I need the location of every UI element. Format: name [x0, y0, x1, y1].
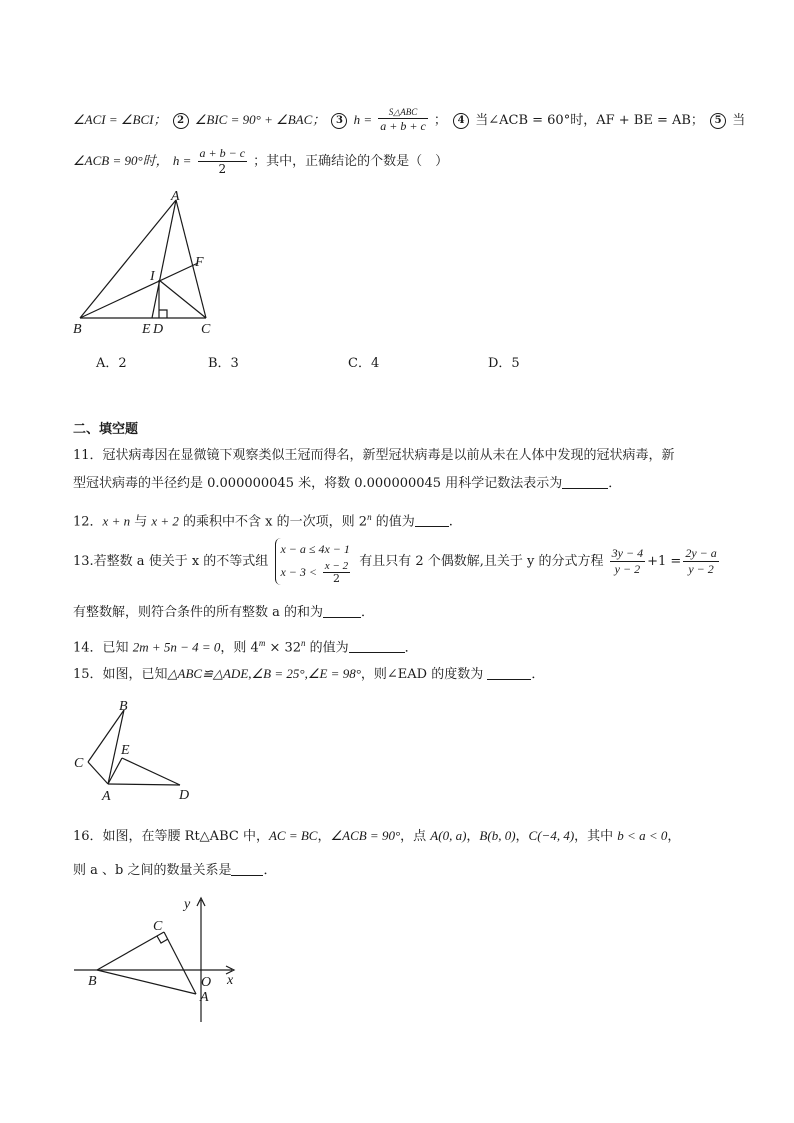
q10-h-fraction: $\frac{\text{S△ABC}}{a + b + c}$: [380, 107, 426, 133]
label-c: C: [153, 919, 163, 934]
q16-answer-blank[interactable]: [231, 861, 263, 876]
label-d: D: [179, 788, 190, 803]
circled-3: 3: [331, 113, 347, 129]
segment-ae: [152, 200, 176, 318]
circled-5: 5: [710, 113, 726, 129]
q10-conclusion-2: ∠BIC = 90° + ∠BAC；: [194, 112, 326, 127]
q10-conclusion-4: 当∠ACB = 60°时，AF + BE = AB；: [475, 113, 704, 128]
segment-bf: [80, 263, 198, 318]
side-ed: [122, 758, 180, 785]
q10-h-eq: h =: [353, 112, 373, 127]
label-y: y: [184, 897, 191, 912]
label-e: E: [121, 743, 130, 758]
q11-line1: 11．冠状病毒因在显微镜下观察类似王冠而得名，新型冠状病毒是以前从未在人体中发现的冠状病毒，新: [73, 448, 675, 463]
q10-line1: ∠ACI = ∠BCI； 2 ∠BIC = 90° + ∠BAC； 3 h = $\frac{\text{S△ABC}}{a + b + c}$ ； 4 当∠ACB = 60°时，AF + BE = AB； 5 当: [73, 107, 746, 133]
q16-line1: 16．如图，在等腰 Rt△ABC 中，AC = BC，∠ACB = 90°，点 A(0, a)，B(b, 0)，C(−4, 4)，其中 b < a < 0，: [73, 828, 681, 844]
q11-line2: 型冠状病毒的半径约是 0.000000045 米，将数 0.000000045 用科学记数法表示为 ．: [73, 476, 622, 491]
section-title-fill-in: 二、填空题: [73, 422, 139, 437]
label-f: F: [195, 255, 204, 270]
label-b: B: [88, 974, 97, 989]
label-a: A: [171, 189, 180, 204]
q12-answer-blank[interactable]: [415, 512, 449, 527]
right-angle-mark: [159, 310, 167, 318]
side-ca: [88, 762, 108, 784]
label-d: D: [153, 322, 164, 337]
label-o: O: [201, 975, 212, 990]
label-i: I: [150, 269, 155, 284]
q13-answer-blank[interactable]: [323, 603, 361, 618]
q15-line: 15．如图，已知△ABC≌△ADE,∠B = 25°,∠E = 98°，则∠EAD 的度数为 ．: [73, 666, 545, 682]
side-ca: [164, 932, 196, 994]
side-ab: [80, 200, 176, 318]
q13-line1: 13.若整数 a 使关于 x 的不等式组 x − a ≤ 4x − 1 x − 3 < $\frac{x - 2}{2}$ 有且只有 2 个偶数解,且关于 y 的分式方程 $\frac{3y - 4}{y - 2}$ +1 = $\frac{2y - a}{y - 2}$: [73, 538, 721, 585]
side-ad: [108, 784, 180, 785]
q14-answer-blank[interactable]: [349, 638, 405, 653]
q13-inequality-system: x − a ≤ 4x − 1 x − 3 < $\frac{x - 2}{2}$: [275, 538, 352, 585]
side-ba: [97, 970, 196, 994]
label-c: C: [74, 756, 84, 771]
q10-h2-fraction: $\frac{a + b - c}{2}$: [199, 146, 246, 176]
q10-triangle-figure: [70, 188, 230, 338]
q12-line: 12．x + n 与 x + 2 的乘积中不含 x 的一次项，则 2$^n$ 的值为 .: [73, 512, 453, 530]
choice-c[interactable]: C．4: [348, 356, 380, 371]
q10-conclusion-1: ∠ACI = ∠BCI；: [73, 112, 167, 127]
q15-answer-blank[interactable]: [487, 665, 531, 680]
label-a: A: [102, 789, 111, 804]
circled-4: 4: [453, 113, 469, 129]
side-ae: [108, 758, 122, 784]
choice-b[interactable]: B．3: [208, 356, 239, 371]
q10-line2: ∠ACB = 90°时， h = $\frac{a + b - c}{2}$ ；其中，正确结论的个数是（ ）: [73, 146, 449, 176]
side-bc: [97, 932, 164, 970]
label-e: E: [142, 322, 151, 337]
label-b: B: [119, 699, 128, 714]
label-b: B: [73, 322, 82, 337]
q16-coordinate-figure: [70, 892, 250, 1032]
choice-a[interactable]: A．2: [96, 356, 127, 371]
q16-line2: 则 a 、b 之间的数量关系是 ．: [73, 863, 277, 878]
circled-2: 2: [173, 113, 189, 129]
label-x: x: [227, 973, 234, 988]
q14-line: 14．已知 2m + 5n − 4 = 0，则 $4^m \times 32^n$ 的值为 ．: [73, 638, 418, 656]
q15-congruent-triangles-figure: [68, 696, 198, 806]
segment-ic: [159, 280, 206, 318]
choice-d[interactable]: D．5: [488, 356, 520, 371]
label-a: A: [200, 990, 209, 1005]
q11-answer-blank[interactable]: [562, 474, 608, 489]
label-c: C: [201, 322, 211, 337]
q13-line2: 有整数解，则符合条件的所有整数 a 的和为 ．: [73, 605, 375, 620]
